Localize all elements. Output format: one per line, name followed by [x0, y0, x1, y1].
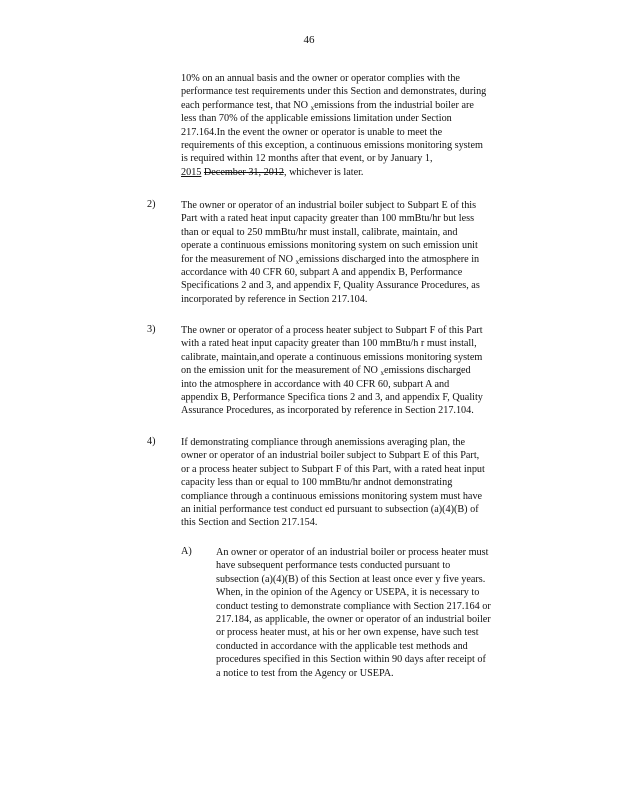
page-number: 46: [303, 34, 315, 46]
intro-line: 217.164.In the event the owner or operator is unable to meet the: [181, 126, 443, 138]
subitem-line: An owner or operator of an industrial boiler or process heater must: [216, 547, 489, 558]
subitem-line: conduct testing to demonstrate compliance with Section 217.164 or: [216, 600, 491, 612]
item-line: appendix B, Performance Specifica tions 2 and 3, and appendix F, Quality: [181, 392, 483, 404]
item-line: than or equal to 250 mmBtu/hr must install, calibrate, maintain, and: [181, 226, 458, 238]
item-marker: 4): [147, 436, 156, 447]
subitem-line: procedures specified in this Section within 90 days after receipt of: [216, 654, 486, 666]
item-line: compliance through a continuous emissions monitoring system must have: [181, 490, 483, 502]
item-marker: 3): [147, 324, 156, 335]
item-paragraph: [181, 436, 541, 530]
intro-line-head: each performance test, that NO: [181, 99, 309, 111]
deleted-text: December 31, 2012: [203, 166, 284, 178]
item-line: owner or operator of an industrial boiler subject to Subpart E of this Part,: [181, 450, 480, 462]
item-line-tail: emissions discharged: [383, 365, 471, 377]
item-line: accordance with 40 CFR 60, subpart A and appendix B, Performance: [181, 267, 463, 279]
intro-line-amended: [181, 166, 541, 179]
item-line: incorporated by reference in Section 217.104.: [181, 293, 368, 305]
item-line: Specifications 2 and 3, and appendix F, Quality Assurance Procedures, as: [181, 280, 480, 292]
intro-line: [181, 99, 541, 112]
item-line: [181, 364, 541, 377]
item-line: or a process heater subject to Subpart F of this Part, with a rated heat input: [181, 463, 485, 475]
subitem-line: subsection (a)(4)(B) of this Section at least once ever y five years.: [216, 573, 486, 585]
nox-subscript: x: [380, 369, 384, 378]
item-line: [181, 253, 541, 266]
item-line: The owner or operator of a process heater subject to Subpart F of this Part: [181, 325, 483, 336]
item-line: The owner or operator of an industrial boiler subject to Subpart E of this: [181, 200, 477, 211]
intro-line-tail: emissions from the industrial boiler are: [314, 99, 474, 111]
item-marker: 2): [147, 199, 156, 210]
subitem-line: When, in the opinion of the Agency or USEPA, it is necessary to: [216, 587, 480, 599]
item-line-head: for the measurement of NO: [181, 253, 294, 265]
intro-line: performance test requirements under this Section and demonstrates, during: [181, 86, 487, 98]
subitem-line: 217.184, as applicable, the owner or operator of an industrial boiler: [216, 614, 491, 626]
item-line: this Section and Section 217.154.: [181, 517, 318, 529]
item-line: Part with a rated heat input capacity greater than 100 mmBtu/hr but less: [181, 213, 475, 225]
item-line: Assurance Procedures, as incorporated by reference in Section 217.104.: [181, 405, 474, 417]
intro-line-tail: , whichever is later.: [283, 166, 364, 178]
item-paragraph: [181, 199, 541, 306]
intro-line: requirements of this exception, a continuous emissions monitoring system: [181, 140, 483, 152]
item-paragraph: [181, 324, 541, 418]
nox-subscript: x: [295, 257, 300, 266]
subitem-paragraph: [216, 546, 541, 680]
subitem-line: have subsequent performance tests conducted pursuant to: [216, 560, 451, 572]
item-line: capacity less than or equal to 100 mmBtu/hr andnot demonstrating: [181, 477, 453, 489]
item-line-head: on the emission unit for the measurement of NO: [181, 365, 378, 377]
nox-subscript: x: [310, 103, 315, 112]
subitem-line: or process heater must, at his or her own expense, have such test: [216, 627, 479, 639]
inserted-text: 2015: [181, 166, 202, 178]
intro-line: 10% on an annual basis and the owner or operator complies with the: [181, 73, 460, 84]
subitem-line: a notice to test from the Agency or USEPA.: [216, 667, 394, 679]
item-line: calibrate, maintain,and operate a continuous emissions monitoring system: [181, 351, 483, 363]
item-line: operate a continuous emissions monitoring system on such emission unit: [181, 240, 478, 252]
intro-line: less than 70% of the applicable emissions limitation under Section: [181, 113, 452, 125]
intro-paragraph: [181, 72, 541, 179]
subitem-marker: A): [181, 546, 192, 557]
item-line-tail: emissions discharged into the atmosphere in: [299, 253, 480, 265]
subitem-line: conducted in accordance with the applicable test methods and: [216, 640, 468, 652]
item-line: into the atmosphere in accordance with 40 CFR 60, subpart A and: [181, 378, 450, 390]
intro-line: is required within 12 months after that event, or by January 1,: [181, 153, 433, 165]
item-line: If demonstrating compliance through anemissions averaging plan, the: [181, 437, 466, 448]
item-line: with a rated heat input capacity greater than 100 mmBtu/h r must install,: [181, 338, 477, 350]
item-line: an initial performance test conduct ed pursuant to subsection (a)(4)(B) of: [181, 504, 479, 516]
